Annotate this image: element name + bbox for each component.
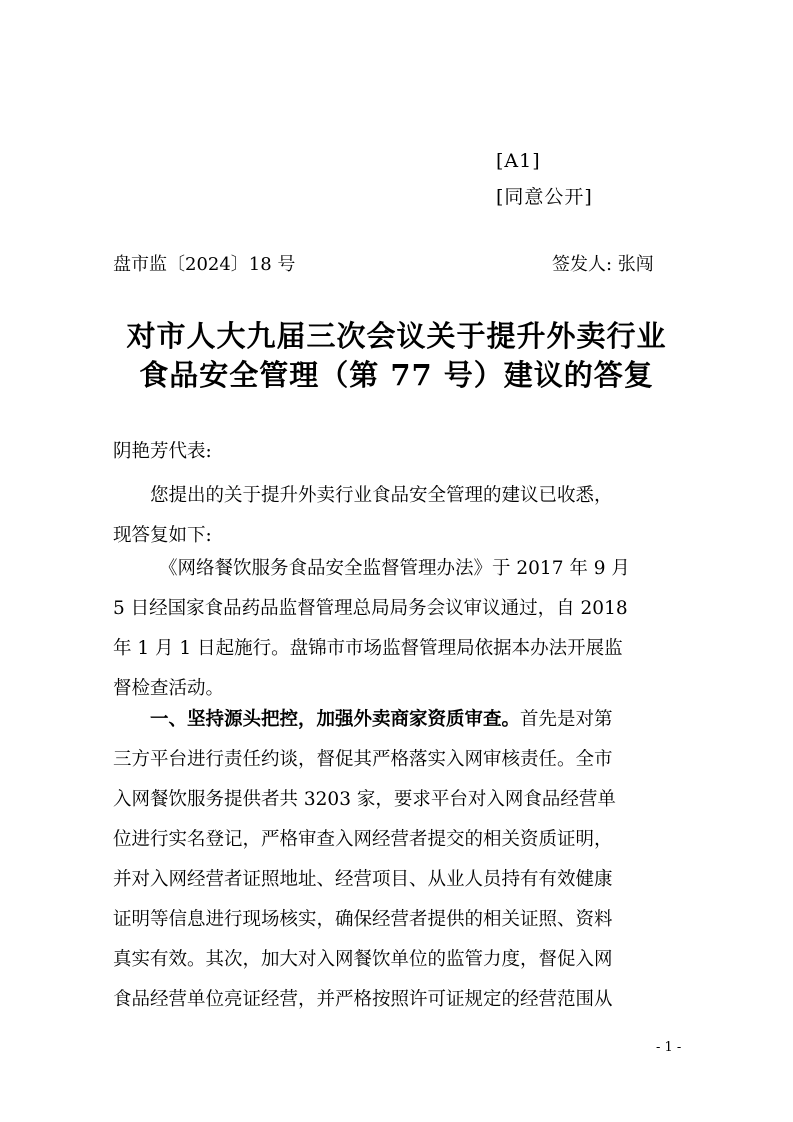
disclosure-mark: [同意公开]: [496, 186, 593, 208]
paragraph-line: 入网餐饮服务提供者共 3203 家，要求平台对入网食品经营单: [113, 789, 616, 810]
page-number: - 1 -: [656, 1040, 682, 1055]
paragraph-line: 三方平台进行责任约谈，督促其严格落实入网审核责任。全市: [113, 749, 613, 770]
paragraph-line: 食品经营单位亮证经营，并严格按照许可证规定的经营范围从: [113, 989, 613, 1010]
paragraph-line: 位进行实名登记，严格审查入网经营者提交的相关资质证明，: [113, 829, 613, 850]
document-title-line-2: 食品安全管理（第 77 号）建议的答复: [139, 358, 654, 392]
document-title-line-1: 对市人大九届三次会议关于提升外卖行业: [126, 319, 667, 353]
paragraph-intro: [113, 476, 685, 556]
paragraph-regulation: [113, 549, 685, 709]
paragraph-line: 您提出的关于提升外卖行业食品安全管理的建议已收悉，: [150, 485, 613, 506]
paragraph-line: 5 日经国家食品药品监督管理总局局务会议审议通过，自 2018: [113, 598, 628, 619]
paragraph-line: 并对入网经营者证照地址、经营项目、从业人员持有有效健康: [113, 869, 613, 890]
paragraph-line: 《网络餐饮服务食品安全监督管理办法》于 2017 年 9 月: [159, 558, 630, 579]
paragraph-line: 年 1 月 1 日起施行。盘锦市市场监督管理局依据本办法开展监: [113, 638, 623, 659]
paragraph-line: 现答复如下:: [113, 525, 212, 546]
paragraph-line: 证明等信息进行现场核实，确保经营者提供的相关证照、资料: [113, 909, 613, 930]
paragraph-text: 首先是对第: [520, 709, 613, 730]
paragraph-section-one: [113, 700, 685, 1020]
signer: 签发人: 张闯: [552, 254, 654, 275]
section-heading: 一、坚持源头把控，加强外卖商家资质审查。: [150, 709, 521, 730]
salutation: 阴艳芳代表:: [113, 441, 212, 462]
document-number: 盘市监〔2024〕18 号: [113, 254, 296, 275]
paragraph-line: 真实有效。其次，加大对入网餐饮单位的监管力度，督促入网: [113, 949, 613, 970]
classification-mark: [A1]: [496, 150, 541, 172]
paragraph-line: 督检查活动。: [113, 678, 225, 699]
paragraph-line: [113, 700, 685, 740]
